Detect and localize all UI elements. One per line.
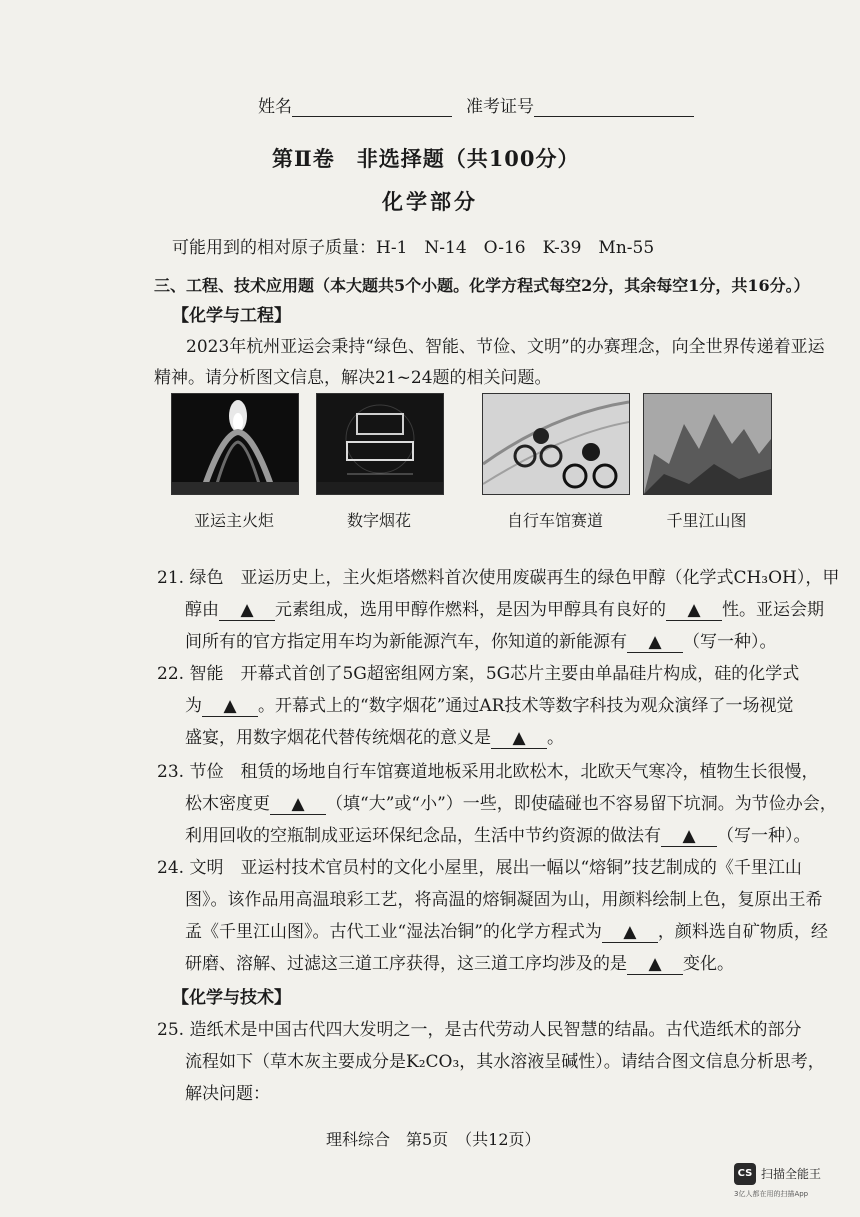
q23-line-2 (185, 789, 837, 815)
q25-line-3: 解决问题： (185, 1084, 270, 1104)
landscape-photo (643, 393, 772, 495)
q22-text-d: 。 (547, 728, 564, 748)
page-footer: 理科综合 第5页 （共12页） (326, 1130, 541, 1149)
q24-text-a: 孟《千里江山图》。古代工业“湿法冶铜”的化学方程式为 (185, 922, 602, 942)
engineering-heading: 【化学与工程】 (172, 306, 291, 326)
caption-fireworks: 数字烟花 (346, 511, 411, 530)
q22-line-3 (185, 723, 564, 749)
answer-blank[interactable]: ▲ (491, 728, 547, 749)
name-label: 姓名 (258, 97, 292, 117)
scanner-watermark (734, 1163, 826, 1199)
answer-blank[interactable]: ▲ (666, 600, 722, 621)
q23-text-d: （写一种）。 (717, 826, 811, 846)
q21-line-2 (185, 595, 824, 621)
q23-text-a: 松木密度更 (185, 794, 270, 814)
q22-line-2 (185, 691, 793, 717)
caption-cycling: 自行车馆赛道 (506, 511, 603, 530)
torch-photo (171, 393, 299, 495)
answer-blank[interactable]: ▲ (202, 696, 258, 717)
q24-line-4 (185, 949, 734, 975)
q24-text-b: ，颜料选自矿物质，经 (657, 922, 828, 942)
answer-blank[interactable]: ▲ (602, 922, 658, 943)
caption-torch: 亚运主火炬 (193, 511, 274, 530)
atomic-mass-line: 可能用到的相对原子质量：H-1 N-14 O-16 K-39 Mn-55 (172, 238, 655, 258)
q22-line-1: 22. 智能 开幕式首创了5G超密组网方案，5G芯片主要由单晶硅片构成，硅的化学式 (157, 664, 800, 684)
subject-title: 化学部分 (382, 189, 478, 214)
q21-text-d: 间所有的官方指定用车均为新能源汽车，你知道的新能源有 (185, 632, 627, 652)
section-title: 第Ⅱ卷 非选择题（共100分） (272, 146, 580, 171)
scanner-tagline: 3亿人都在用的扫描App (734, 1190, 809, 1198)
name-field (258, 92, 452, 117)
q24-text-d: 变化。 (683, 954, 734, 974)
answer-blank[interactable]: ▲ (627, 954, 683, 975)
name-underline (292, 98, 452, 117)
q24-line-2: 图》。该作品用高温琅彩工艺，将高温的熔铜凝固为山，用颜料绘制上色，复原出王希 (185, 890, 823, 910)
q21-line-1: 21. 绿色 亚运历史上，主火炬塔燃料首次使用废碳再生的绿色甲醇（化学式CH₃OH），甲 (157, 568, 840, 588)
q25-line-1: 25. 造纸术是中国古代四大发明之一，是古代劳动人民智慧的结晶。古代造纸术的部分 (157, 1020, 802, 1040)
q25-line-2: 流程如下（草木灰主要成分是K₂CO₃，其水溶液呈碱性）。请结合图文信息分析思考， (185, 1052, 825, 1072)
q21-text-e: （写一种）。 (683, 632, 777, 652)
exam-number-underline (534, 98, 694, 117)
scanner-logo-icon: CS (734, 1163, 756, 1185)
answer-blank[interactable]: ▲ (270, 794, 326, 815)
cycling-photo (482, 393, 630, 495)
q23-line-3 (185, 821, 811, 847)
scanner-name: 扫描全能王 (761, 1167, 822, 1181)
caption-landscape: 千里江山图 (666, 511, 747, 530)
q22-text-b: 。开幕式上的“数字烟花”通过AR技术等数字科技为观众演绎了一场视觉 (258, 696, 794, 716)
q24-line-1: 24. 文明 亚运村技术官员村的文化小屋里，展出一幅以“熔铜”技艺制成的《千里江山 (157, 858, 802, 878)
intro-line-2: 精神。请分析图文信息，解决21~24题的相关问题。 (154, 368, 552, 388)
q23-line-1: 23. 节俭 租赁的场地自行车馆赛道地板采用北欧松木，北欧天气寒冷，植物生长很慢， (157, 762, 819, 782)
q21-line-3 (185, 627, 777, 653)
part-heading: 三、工程、技术应用题（本大题共5个小题。化学方程式每空2分，其余每空1分，共16分。） (154, 276, 810, 295)
q21-text-b: 元素组成，选用甲醇作燃料，是因为甲醇具有良好的 (275, 600, 666, 620)
exam-number-field (466, 92, 694, 117)
q21-text-a: 醇由 (185, 600, 219, 620)
q21-text-c: 性。亚运会期 (722, 600, 824, 620)
q24-text-c: 研磨、溶解、过滤这三道工序获得，这三道工序均涉及的是 (185, 954, 627, 974)
q23-text-b: （填“大”或“小”）一些，即使磕碰也不容易留下坑洞。为节俭办会， (326, 794, 837, 814)
q22-text-c: 盛宴，用数字烟花代替传统烟花的意义是 (185, 728, 491, 748)
q24-line-3 (185, 917, 828, 943)
technology-heading: 【化学与技术】 (172, 988, 291, 1008)
q22-text-a: 为 (185, 696, 202, 716)
exam-number-label: 准考证号 (466, 97, 534, 117)
answer-blank[interactable]: ▲ (661, 826, 717, 847)
intro-line-1: 2023年杭州亚运会秉持“绿色、智能、节俭、文明”的办赛理念，向全世界传递着亚运 (186, 337, 825, 357)
answer-blank[interactable]: ▲ (627, 632, 683, 653)
answer-blank[interactable]: ▲ (219, 600, 275, 621)
fireworks-photo (316, 393, 444, 495)
q23-text-c: 利用回收的空瓶制成亚运环保纪念品，生活中节约资源的做法有 (185, 826, 661, 846)
